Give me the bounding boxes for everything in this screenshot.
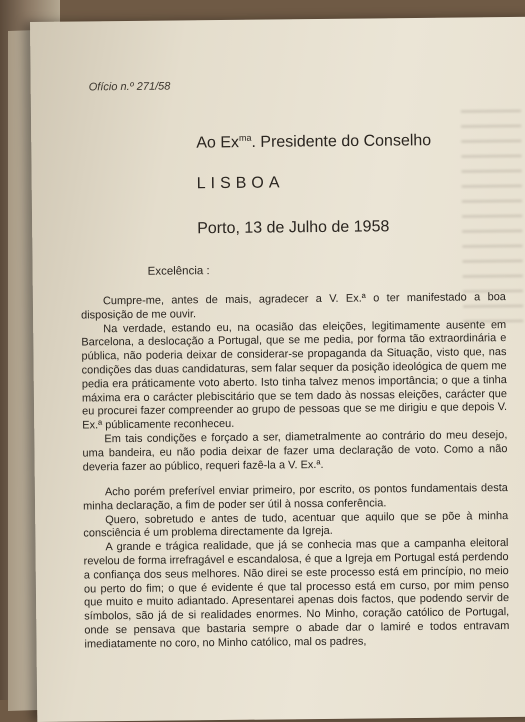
reference-number: Ofício n.º 271/58 [88,80,171,94]
paragraph: Quero, sobretudo e antes de tudo, acentuar que aquilo que se põe à minha consciência é um problema directamente da Igreja. [83,509,509,540]
addressee-prefix: Ao Ex [196,134,240,152]
addressee-superscript: ma [238,132,252,143]
paragraph: Acho porém preferível enviar primeiro, por escrito, os pontos fundamentais desta minha declaração, a fim de poder ser útil à nossa conferência. [83,482,508,513]
salutation: Excelência : [147,265,210,278]
body-section-2 [83,482,510,652]
addressee-line [196,131,431,153]
city-line: LISBOA [196,174,285,193]
paragraph: Cumpre-me, antes de mais, agradecer a V. Ex.ª o ter manifestado a boa disposição de me ouvir. [81,291,506,322]
paragraph: Na verdade, estando eu, na ocasião das eleições, legitimamente ausente em Barcelona, a deslocação a Portugal, que se me pedia, por forma tão extraordinária e pública, não poderia deixar de considerar-se propaganda da Situação, visto que, nas condições das duas candidaturas, sem falar sequer da posição ideológica de quem me pedia era práticamente voto aberto. Isto tinha talvez menos importância; o que a tinha máxima era o carácter plebiscitário que se tem dado às nossas eleições, carácter que eu procurei fazer compreender ao grupo de pessoas que se me dirigiu e que depois V. Ex.ª públicamente reconheceu. [81,318,508,432]
document-page [30,17,525,722]
paragraph: A grande e trágica realidade, que já se conhecia mas que a campanha eleitoral revelou de forma irrefragável e escandalosa, é que a Igreja em Portugal está perdendo a confiança dos seus melhores. Não direi se este processo está em princípio, no meio ou perto do fim; o que é evidente é que tal processo está em curso, por mim penso que muito e muito adiantado. Apresentarei apenas dois factos, que podendo servir de símbolos, são já de si realidades enormes. No Minho, coração católico de Portugal, onde se pensava que bastaria sempre o abade dar o lamiré e todos entravam imediatamente no coro, no Minho católico, mal os padres, [83,537,510,651]
body-section-1 [81,291,508,475]
paragraph: Em tais condições e forçado a ser, diametralmente ao contrário do meu desejo, uma bandeira, eu não podia deixar de fazer uma declaração de voto. Como a não deveria fazer ao público, requeri fazê-la a V. Ex.ª. [82,428,508,474]
date-line: Porto, 13 de Julho de 1958 [197,218,390,238]
addressee-title: . Presidente do Conselho [251,132,432,152]
